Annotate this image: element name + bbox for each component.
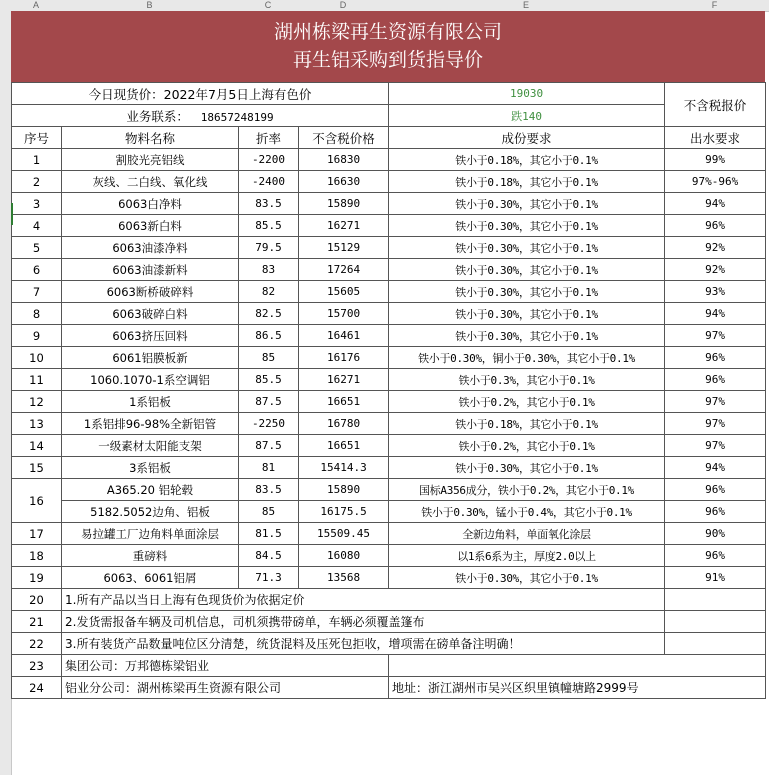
table-row bbox=[12, 457, 766, 479]
yield-requirement[interactable]: 92% bbox=[665, 259, 766, 281]
composition-requirement[interactable]: 全新边角料，单面氧化涂层 bbox=[389, 523, 665, 545]
table-row bbox=[12, 435, 766, 457]
price[interactable]: 17264 bbox=[299, 259, 389, 281]
header-name[interactable]: 物料名称 bbox=[62, 127, 239, 149]
discount-rate[interactable]: 82 bbox=[239, 281, 299, 303]
material-name[interactable]: 6063断桥破碎料 bbox=[62, 281, 239, 303]
price[interactable]: 15700 bbox=[299, 303, 389, 325]
material-name[interactable]: 6063破碎白料 bbox=[62, 303, 239, 325]
row-number[interactable]: 8 bbox=[12, 303, 62, 325]
table-row bbox=[12, 149, 766, 171]
column-letter[interactable]: D bbox=[339, 0, 347, 10]
yield-requirement[interactable]: 92% bbox=[665, 237, 766, 259]
price[interactable]: 15890 bbox=[299, 479, 389, 501]
discount-rate[interactable]: 71.3 bbox=[239, 567, 299, 589]
table-row bbox=[12, 237, 766, 259]
header-price[interactable]: 不含税价格 bbox=[299, 127, 389, 149]
discount-rate[interactable]: 86.5 bbox=[239, 325, 299, 347]
table-row bbox=[12, 303, 766, 325]
discount-rate[interactable]: -2200 bbox=[239, 149, 299, 171]
composition-requirement[interactable]: 铁小于0.30%，锰小于0.4%，其它小于0.1% bbox=[389, 501, 665, 523]
sheet-title: 再生铝采购到货指导价 bbox=[292, 49, 483, 71]
composition-requirement[interactable]: 铁小于0.30%，其它小于0.1% bbox=[389, 325, 665, 347]
row-number[interactable]: 9 bbox=[12, 325, 62, 347]
discount-rate[interactable]: 83.5 bbox=[239, 193, 299, 215]
composition-requirement[interactable]: 铁小于0.30%，铜小于0.30%，其它小于0.1% bbox=[389, 347, 665, 369]
material-name[interactable]: 5182.5052边角、铝板 bbox=[62, 501, 239, 523]
yield-requirement[interactable]: 96% bbox=[665, 545, 766, 567]
row-number[interactable]: 16 bbox=[12, 479, 62, 523]
material-name[interactable]: 1系铝排96-98%全新铝管 bbox=[62, 413, 239, 435]
row-number[interactable]: 4 bbox=[12, 215, 62, 237]
price[interactable]: 15509.45 bbox=[299, 523, 389, 545]
price[interactable]: 15129 bbox=[299, 237, 389, 259]
price[interactable]: 16271 bbox=[299, 215, 389, 237]
branch-company[interactable]: 铝业分公司：湖州栋梁再生资源有限公司 bbox=[62, 677, 389, 699]
title-banner bbox=[11, 11, 765, 82]
material-name[interactable]: 6063新白料 bbox=[62, 215, 239, 237]
composition-requirement[interactable]: 国标A356成分，铁小于0.2%，其它小于0.1% bbox=[389, 479, 665, 501]
price-date-label[interactable]: 今日现货价：2022年7月5日上海有色价 bbox=[12, 83, 389, 105]
table-row bbox=[12, 347, 766, 369]
column-letter[interactable]: B bbox=[146, 0, 153, 10]
material-name[interactable]: 割胶光亮铝线 bbox=[62, 149, 239, 171]
price[interactable]: 15414.3 bbox=[299, 457, 389, 479]
address[interactable]: 地址：浙江湖州市吴兴区织里镇幢塘路2999号 bbox=[389, 677, 766, 699]
row-number[interactable]: 14 bbox=[12, 435, 62, 457]
yield-requirement[interactable]: 90% bbox=[665, 523, 766, 545]
material-name[interactable]: 6063白净料 bbox=[62, 193, 239, 215]
contact-phone: 18657248199 bbox=[200, 110, 274, 124]
composition-requirement[interactable]: 铁小于0.30%，其它小于0.1% bbox=[389, 237, 665, 259]
yield-requirement[interactable]: 97% bbox=[665, 391, 766, 413]
price[interactable]: 16175.5 bbox=[299, 501, 389, 523]
yield-requirement[interactable]: 93% bbox=[665, 281, 766, 303]
discount-rate[interactable]: 85.5 bbox=[239, 369, 299, 391]
material-name[interactable]: 6063、6061铝屑 bbox=[62, 567, 239, 589]
composition-requirement[interactable]: 铁小于0.3%，其它小于0.1% bbox=[389, 369, 665, 391]
row-number[interactable]: 3 bbox=[12, 193, 62, 215]
composition-requirement[interactable]: 铁小于0.18%，其它小于0.1% bbox=[389, 171, 665, 193]
row-number[interactable]: 1 bbox=[12, 149, 62, 171]
material-name[interactable]: 3系铝板 bbox=[62, 457, 239, 479]
yield-requirement[interactable]: 94% bbox=[665, 457, 766, 479]
composition-requirement[interactable]: 铁小于0.30%，其它小于0.1% bbox=[389, 457, 665, 479]
yield-requirement[interactable]: 96% bbox=[665, 501, 766, 523]
header-no[interactable]: 序号 bbox=[12, 127, 62, 149]
row-number[interactable]: 21 bbox=[12, 611, 62, 633]
column-letter[interactable]: F bbox=[711, 0, 718, 10]
price[interactable]: 16651 bbox=[299, 391, 389, 413]
row-number[interactable]: 5 bbox=[12, 237, 62, 259]
discount-rate[interactable]: 83 bbox=[239, 259, 299, 281]
empty-cell[interactable] bbox=[665, 633, 766, 655]
note-text[interactable]: 集团公司：万邦德栋梁铝业 bbox=[62, 655, 389, 677]
table-row bbox=[12, 259, 766, 281]
column-letter[interactable]: A bbox=[32, 0, 39, 10]
row-number[interactable]: 20 bbox=[12, 589, 62, 611]
composition-requirement[interactable]: 铁小于0.30%，其它小于0.1% bbox=[389, 193, 665, 215]
row-number[interactable]: 2 bbox=[12, 171, 62, 193]
price[interactable]: 16461 bbox=[299, 325, 389, 347]
contact-cell[interactable] bbox=[12, 105, 389, 127]
discount-rate[interactable]: 85.5 bbox=[239, 215, 299, 237]
price[interactable]: 13568 bbox=[299, 567, 389, 589]
row-number[interactable]: 24 bbox=[12, 677, 62, 699]
yield-requirement[interactable]: 96% bbox=[665, 479, 766, 501]
price[interactable]: 16780 bbox=[299, 413, 389, 435]
composition-requirement[interactable]: 铁小于0.18%，其它小于0.1% bbox=[389, 149, 665, 171]
yield-requirement[interactable]: 97%-96% bbox=[665, 171, 766, 193]
yield-requirement[interactable]: 91% bbox=[665, 567, 766, 589]
table-row bbox=[12, 325, 766, 347]
discount-rate[interactable]: 87.5 bbox=[239, 391, 299, 413]
yield-requirement[interactable]: 96% bbox=[665, 347, 766, 369]
material-name[interactable]: A365.20 铝轮毂 bbox=[62, 479, 239, 501]
composition-requirement[interactable]: 以1系6系为主，厚度2.0以上 bbox=[389, 545, 665, 567]
row-number[interactable]: 19 bbox=[12, 567, 62, 589]
row-number[interactable]: 12 bbox=[12, 391, 62, 413]
yield-requirement[interactable]: 97% bbox=[665, 325, 766, 347]
discount-rate[interactable]: 87.5 bbox=[239, 435, 299, 457]
discount-rate[interactable]: 84.5 bbox=[239, 545, 299, 567]
spot-price-value[interactable]: 19030 bbox=[389, 83, 665, 105]
footer-row bbox=[12, 677, 766, 699]
row-number[interactable]: 15 bbox=[12, 457, 62, 479]
row-number[interactable]: 23 bbox=[12, 655, 62, 677]
price-change[interactable]: 跌140 bbox=[389, 105, 665, 127]
material-name[interactable]: 一级素材太阳能支架 bbox=[62, 435, 239, 457]
discount-rate[interactable]: -2250 bbox=[239, 413, 299, 435]
composition-requirement[interactable]: 铁小于0.30%，其它小于0.1% bbox=[389, 303, 665, 325]
note-text[interactable]: 2.发货需报备车辆及司机信息，司机须携带磅单，车辆必须覆盖篷布 bbox=[62, 611, 665, 633]
price-table bbox=[11, 82, 766, 699]
row-number[interactable]: 13 bbox=[12, 413, 62, 435]
price[interactable]: 15605 bbox=[299, 281, 389, 303]
price[interactable]: 16830 bbox=[299, 149, 389, 171]
composition-requirement[interactable]: 铁小于0.18%，其它小于0.1% bbox=[389, 413, 665, 435]
note-row bbox=[12, 589, 766, 611]
material-name[interactable]: 6063挤压回料 bbox=[62, 325, 239, 347]
table-row bbox=[12, 281, 766, 303]
material-name[interactable]: 6061铝膜板新 bbox=[62, 347, 239, 369]
price[interactable]: 16630 bbox=[299, 171, 389, 193]
table-row bbox=[12, 369, 766, 391]
row-number[interactable]: 6 bbox=[12, 259, 62, 281]
yield-requirement[interactable]: 97% bbox=[665, 435, 766, 457]
column-letter[interactable]: E bbox=[522, 0, 529, 10]
composition-requirement[interactable]: 铁小于0.2%，其它小于0.1% bbox=[389, 435, 665, 457]
discount-rate[interactable]: 79.5 bbox=[239, 237, 299, 259]
yield-requirement[interactable]: 94% bbox=[665, 303, 766, 325]
header-yield[interactable]: 出水要求 bbox=[665, 127, 766, 149]
material-name[interactable]: 重磅料 bbox=[62, 545, 239, 567]
column-letter[interactable]: C bbox=[264, 0, 272, 10]
yield-requirement[interactable]: 96% bbox=[665, 369, 766, 391]
material-name[interactable]: 易拉罐工厂边角料单面涂层 bbox=[62, 523, 239, 545]
header-rate[interactable]: 折率 bbox=[239, 127, 299, 149]
material-name[interactable]: 6063油漆净料 bbox=[62, 237, 239, 259]
row-number[interactable]: 11 bbox=[12, 369, 62, 391]
yield-requirement[interactable]: 94% bbox=[665, 193, 766, 215]
row-number[interactable]: 22 bbox=[12, 633, 62, 655]
price[interactable]: 15890 bbox=[299, 193, 389, 215]
note-row bbox=[12, 655, 766, 677]
contact-label: 业务联系： bbox=[126, 108, 189, 124]
discount-rate[interactable]: -2400 bbox=[239, 171, 299, 193]
row-number[interactable]: 18 bbox=[12, 545, 62, 567]
material-name[interactable]: 1系铝板 bbox=[62, 391, 239, 413]
empty-cell[interactable] bbox=[665, 611, 766, 633]
yield-requirement[interactable]: 99% bbox=[665, 149, 766, 171]
table-row bbox=[12, 567, 766, 589]
yield-requirement[interactable]: 96% bbox=[665, 215, 766, 237]
table-row bbox=[12, 523, 766, 545]
table-row bbox=[12, 545, 766, 567]
composition-requirement[interactable]: 铁小于0.30%，其它小于0.1% bbox=[389, 215, 665, 237]
composition-requirement[interactable]: 铁小于0.30%，其它小于0.1% bbox=[389, 567, 665, 589]
price[interactable]: 16651 bbox=[299, 435, 389, 457]
material-name[interactable]: 6063油漆新料 bbox=[62, 259, 239, 281]
table-row bbox=[12, 193, 766, 215]
empty-cell[interactable] bbox=[389, 655, 766, 677]
price[interactable]: 16080 bbox=[299, 545, 389, 567]
table-row bbox=[12, 501, 766, 523]
table-row bbox=[12, 413, 766, 435]
note-text[interactable]: 3.所有装货产品数量吨位区分清楚，统货混料及压死包拒收，增项需在磅单备注明确！ bbox=[62, 633, 665, 655]
price[interactable]: 16271 bbox=[299, 369, 389, 391]
table-row bbox=[12, 479, 766, 501]
note-row bbox=[12, 633, 766, 655]
row-number[interactable]: 10 bbox=[12, 347, 62, 369]
discount-rate[interactable]: 85 bbox=[239, 501, 299, 523]
note-row bbox=[12, 611, 766, 633]
material-name[interactable]: 灰线、二白线、氧化线 bbox=[62, 171, 239, 193]
table-row bbox=[12, 391, 766, 413]
discount-rate[interactable]: 85 bbox=[239, 347, 299, 369]
discount-rate[interactable]: 82.5 bbox=[239, 303, 299, 325]
price[interactable]: 16176 bbox=[299, 347, 389, 369]
row-number[interactable]: 17 bbox=[12, 523, 62, 545]
table-row bbox=[12, 171, 766, 193]
yield-requirement[interactable]: 97% bbox=[665, 413, 766, 435]
table-row bbox=[12, 215, 766, 237]
composition-requirement[interactable]: 铁小于0.30%，其它小于0.1% bbox=[389, 281, 665, 303]
empty-cell[interactable] bbox=[665, 589, 766, 611]
discount-rate[interactable]: 83.5 bbox=[239, 479, 299, 501]
note-text[interactable]: 1.所有产品以当日上海有色现货价为依据定价 bbox=[62, 589, 665, 611]
composition-requirement[interactable]: 铁小于0.2%，其它小于0.1% bbox=[389, 391, 665, 413]
composition-requirement[interactable]: 铁小于0.30%，其它小于0.1% bbox=[389, 259, 665, 281]
row-number[interactable]: 7 bbox=[12, 281, 62, 303]
header-requirement[interactable]: 成份要求 bbox=[389, 127, 665, 149]
discount-rate[interactable]: 81 bbox=[239, 457, 299, 479]
company-title: 湖州栋梁再生资源有限公司 bbox=[273, 21, 502, 43]
discount-rate[interactable]: 81.5 bbox=[239, 523, 299, 545]
material-name[interactable]: 1060.1070-1系空调铝 bbox=[62, 369, 239, 391]
tax-note[interactable]: 不含税报价 bbox=[665, 83, 766, 127]
